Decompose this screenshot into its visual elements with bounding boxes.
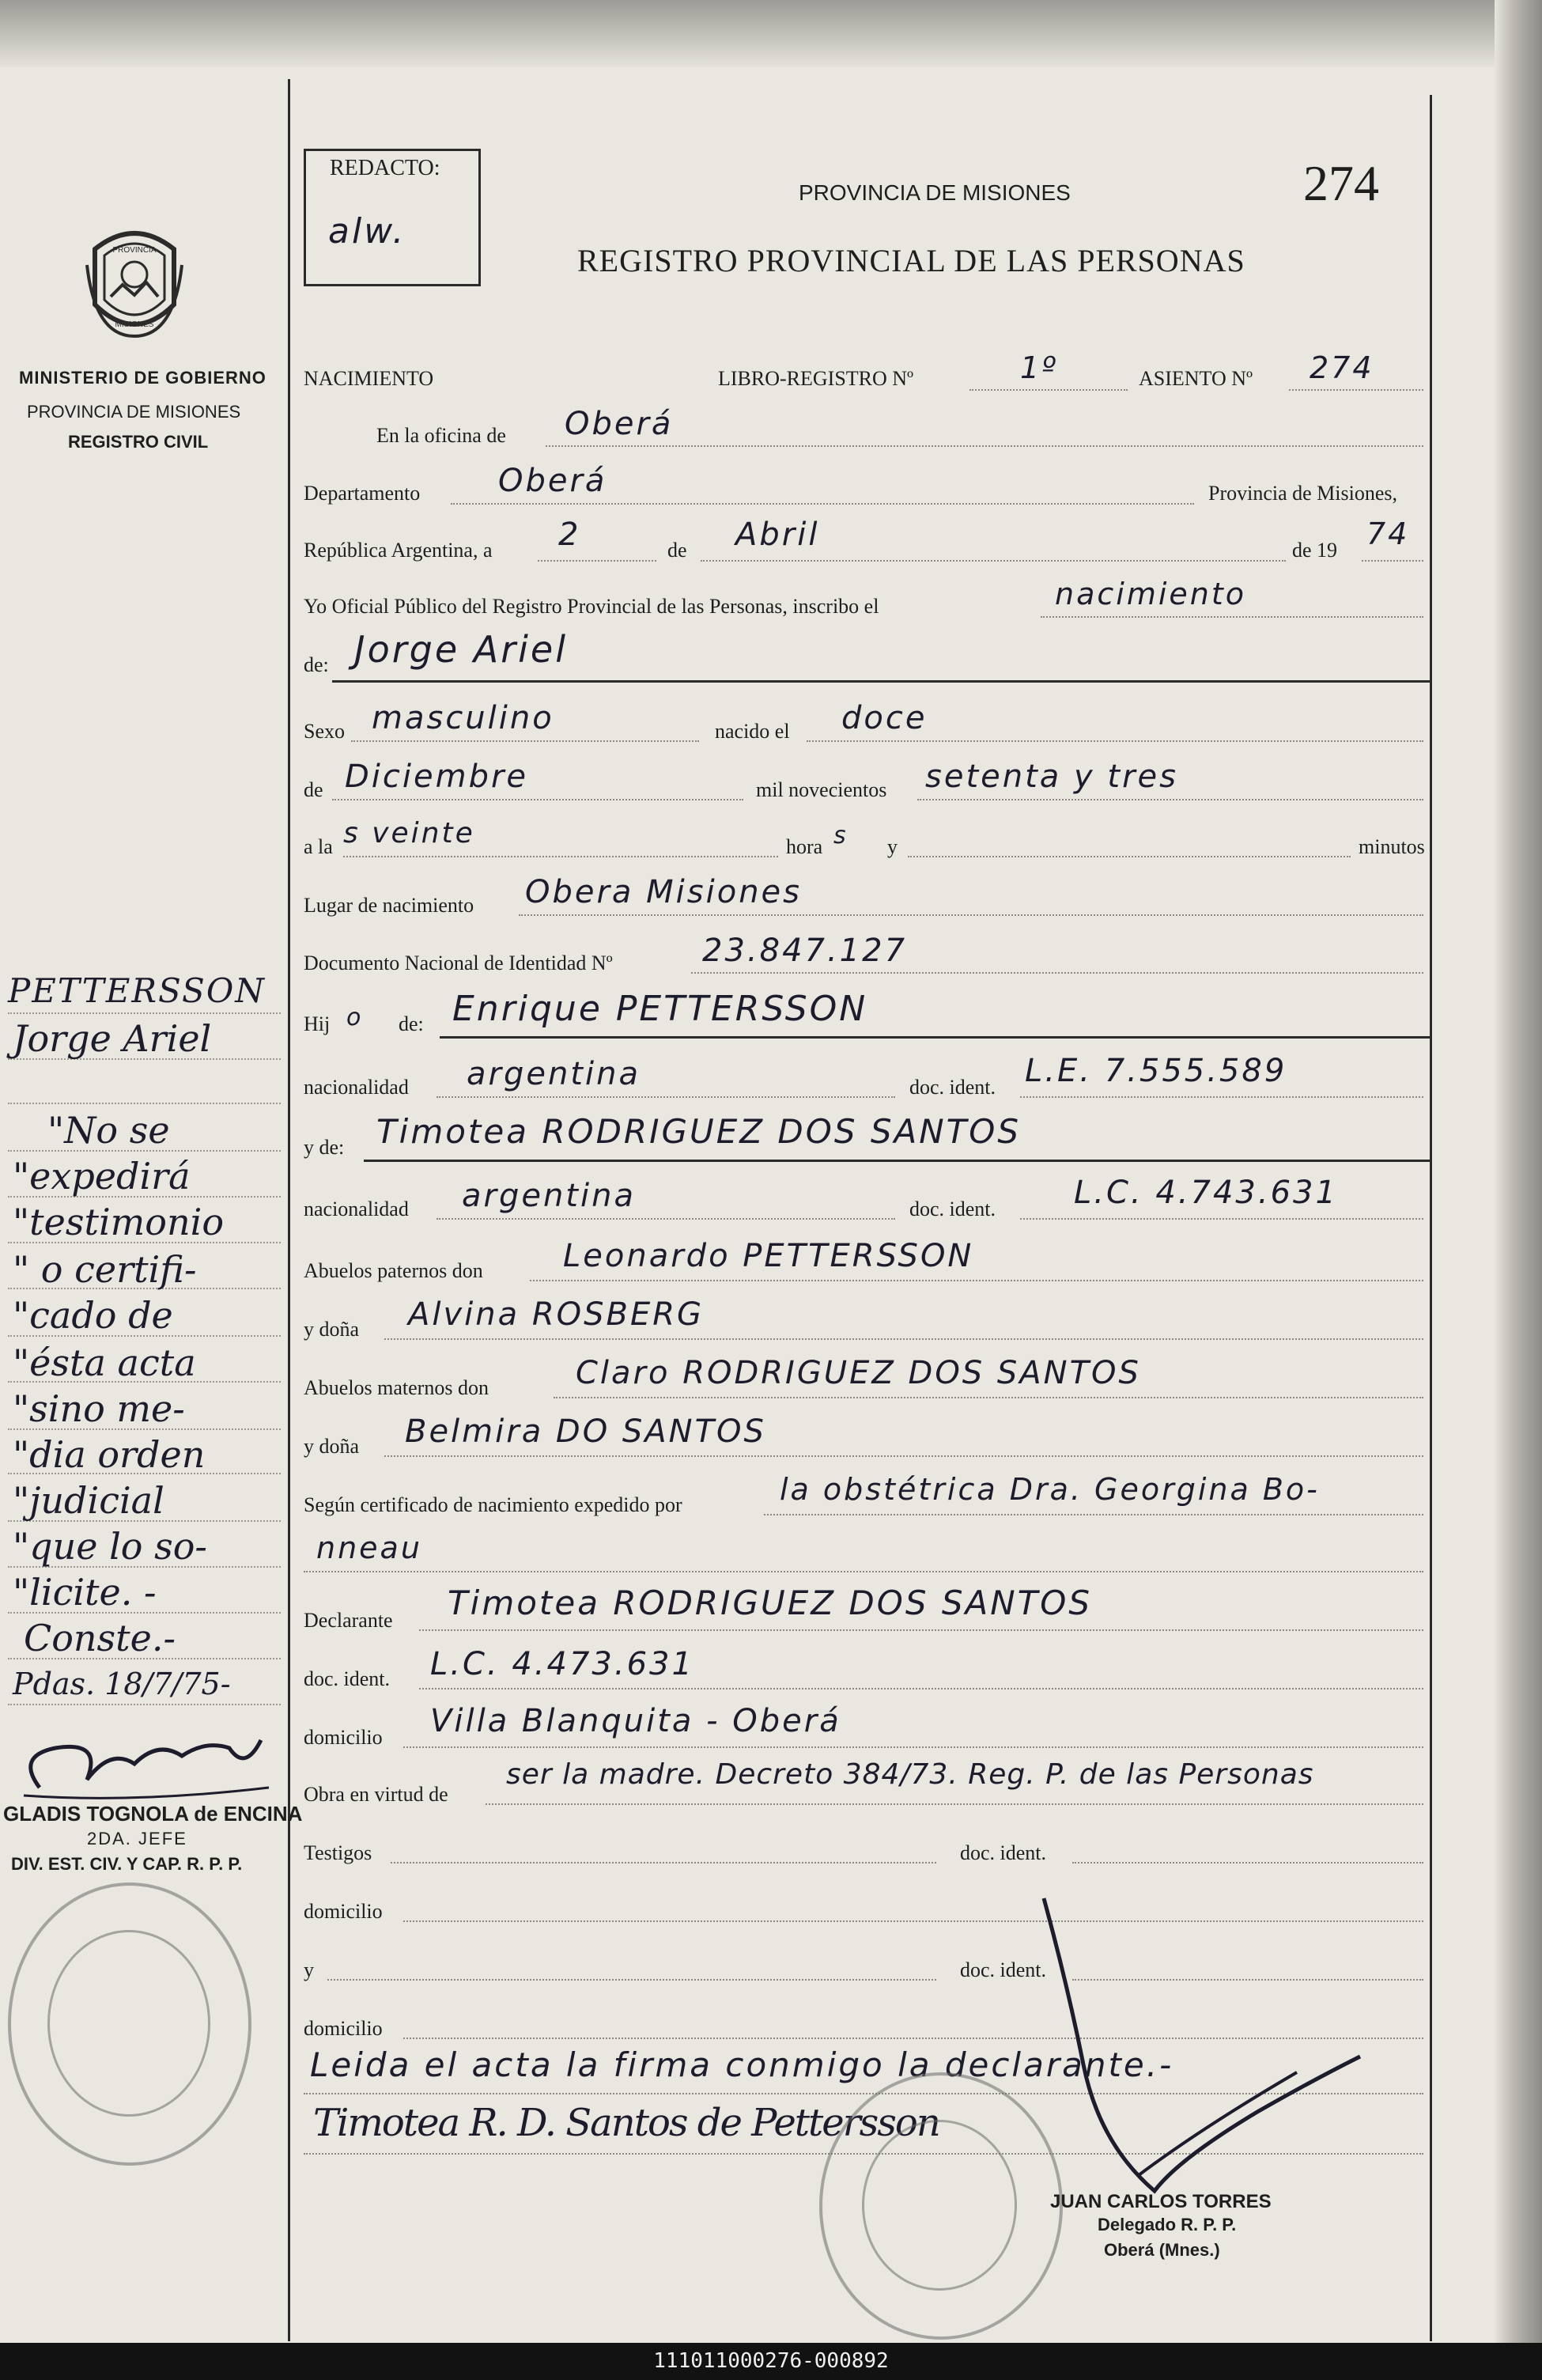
margin-note-line: "ésta acta <box>13 1341 196 1384</box>
nacimiento-label: NACIMIENTO <box>304 367 434 390</box>
anio-label: de 19 <box>1292 539 1338 562</box>
padre-doc-value: L.E. 7.555.589 <box>1025 1053 1287 1089</box>
declarante-label: Declarante <box>304 1609 393 1632</box>
margin-stamp-inner <box>47 1930 210 2117</box>
anio-nac-value: setenta y tres <box>925 759 1178 795</box>
lugar-label: Lugar de nacimiento <box>304 894 474 917</box>
hora-value: s veinte <box>343 817 475 849</box>
obra-label: Obra en virtud de <box>304 1783 448 1806</box>
margin-note-line: Conste.- <box>24 1617 176 1659</box>
margin-signer-role: 2DA. JEFE <box>87 1829 187 1848</box>
y-label: y <box>887 835 898 858</box>
certificado-value: la obstétrica Dra. Georgina Bo- <box>780 1472 1320 1507</box>
ala-label: a la <box>304 835 333 858</box>
official-name: JUAN CARLOS TORRES <box>1050 2191 1272 2212</box>
libro-value: 1º <box>1020 350 1059 385</box>
oficina-label: En la oficina de <box>376 424 506 447</box>
horas-suffix: s <box>833 822 848 849</box>
testigos-label: Testigos <box>304 1841 372 1864</box>
mil-label: mil novecientos <box>756 778 887 801</box>
republica-label: República Argentina, a <box>304 539 493 562</box>
mes-value: Abril <box>735 516 820 553</box>
redacto-box <box>304 149 481 286</box>
madre-docident-label: doc. ident. <box>909 1198 996 1220</box>
margin-note-line: PETTERSSON <box>8 971 266 1010</box>
nombre-rule <box>332 680 1430 683</box>
abuela-pat-value: Alvina ROSBERG <box>408 1296 705 1333</box>
abuelos-mat-label: Abuelos maternos don <box>304 1376 489 1399</box>
emblem-text-top: PROVINCIA <box>112 246 157 255</box>
margin-note-line: "licite. - <box>13 1571 157 1614</box>
declarante-docident-label: doc. ident. <box>304 1667 391 1690</box>
official-stamp-right-inner <box>862 2120 1017 2291</box>
ministry-line3: REGISTRO CIVIL <box>68 432 209 452</box>
hijo-label: Hij <box>304 1012 331 1035</box>
madre-nacionalidad-label: nacionalidad <box>304 1198 409 1220</box>
anio-value: 74 <box>1366 516 1410 551</box>
asiento-value: 274 <box>1310 350 1374 385</box>
margin-note-line: "judicial <box>13 1479 164 1522</box>
testigos-docident-label: doc. ident. <box>960 1841 1047 1864</box>
abuela-pat-label: y doña <box>304 1318 360 1341</box>
mes-nac-value: Diciembre <box>345 759 529 795</box>
margin-note-line: "expedirá <box>13 1155 191 1198</box>
padre-nacionalidad-label: nacionalidad <box>304 1076 409 1099</box>
dni-value: 23.847.127 <box>702 933 908 969</box>
official-place: Oberá (Mnes.) <box>1104 2240 1220 2260</box>
padre-nacionalidad-value: argentina <box>467 1056 641 1092</box>
testigos2-docident-label: doc. ident. <box>960 1958 1047 1981</box>
margin-signature <box>8 1724 277 1811</box>
lugar-value: Obera Misiones <box>525 874 803 910</box>
abuelo-pat-value: Leonardo PETTERSSON <box>563 1238 974 1274</box>
madre-rule <box>364 1160 1430 1162</box>
testigos2-domicilio-label: domicilio <box>304 2017 383 2040</box>
hijo-de-label: de: <box>399 1012 424 1035</box>
testigos-y-label: y <box>304 1958 314 1981</box>
de-label: de <box>667 539 687 562</box>
de2-label: de <box>304 778 323 801</box>
declarante-signature: Timotea R. D. Santos de Pettersson <box>313 2101 939 2145</box>
madre-nacionalidad-value: argentina <box>462 1178 636 1214</box>
sexo-label: Sexo <box>304 720 345 743</box>
padre-rule <box>440 1036 1430 1039</box>
margin-note-line: "testimonio <box>13 1201 225 1243</box>
de-nombre-label: de: <box>304 653 329 676</box>
oficina-value: Oberá <box>565 406 674 442</box>
departamento-label: Departamento <box>304 482 421 505</box>
margin-note-line: Pdas. 18/7/75- <box>13 1667 231 1701</box>
madre-doc-value: L.C. 4.743.631 <box>1074 1175 1338 1211</box>
nombre-value: Jorge Ariel <box>354 628 568 671</box>
redacto-value: alw. <box>328 211 406 252</box>
leida-value: Leida el acta la firma conmigo la declarante.- <box>310 2045 1174 2084</box>
margin-note-line: Jorge Ariel <box>13 1017 212 1060</box>
certificado-value2: nneau <box>316 1531 422 1565</box>
inscribo-value: nacimiento <box>1055 577 1247 611</box>
inscribo-label: Yo Oficial Público del Registro Provincial de las Personas, inscribo el <box>304 595 879 618</box>
domicilio-label: domicilio <box>304 1726 383 1749</box>
abuela-mat-label: y doña <box>304 1435 360 1458</box>
registry-title: REGISTRO PROVINCIAL DE LAS PERSONAS <box>577 243 1245 278</box>
abuela-mat-value: Belmira DO SANTOS <box>405 1413 766 1450</box>
page-stack-edge <box>1495 0 1542 2343</box>
hijo-suffix: o <box>346 1004 364 1031</box>
margin-note-line: "que lo so- <box>13 1525 207 1568</box>
margin-signer-dept: DIV. EST. CIV. Y CAP. R. P. P. <box>11 1854 243 1874</box>
province-title: PROVINCIA DE MISIONES <box>799 180 1071 205</box>
official-role: Delegado R. P. P. <box>1098 2215 1237 2234</box>
margin-note-line: "cado de <box>13 1294 173 1337</box>
horas-label: hora <box>786 835 823 858</box>
testigos-domicilio-label: domicilio <box>304 1900 383 1923</box>
domicilio-value: Villa Blanquita - Oberá <box>430 1703 841 1739</box>
abuelo-mat-value: Claro RODRIGUEZ DOS SANTOS <box>576 1355 1141 1391</box>
archive-code: 111011000276-000892 <box>0 2343 1542 2380</box>
page-shadow-top <box>0 0 1542 67</box>
nacido-value: doce <box>841 700 928 736</box>
minutos-label: minutos <box>1359 835 1425 858</box>
redacto-label: REDACTO: <box>330 156 440 180</box>
ministry-line1: MINISTERIO DE GOBIERNO <box>19 368 266 388</box>
declarante-value: Timotea RODRIGUEZ DOS SANTOS <box>448 1584 1093 1622</box>
declarante-doc-value: L.C. 4.473.631 <box>430 1646 694 1682</box>
margin-signer-name: GLADIS TOGNOLA de ENCINA <box>3 1802 303 1826</box>
y-de-label: y de: <box>304 1136 345 1159</box>
abuelos-pat-label: Abuelos paternos don <box>304 1259 483 1282</box>
page-number: 274 <box>1303 155 1379 211</box>
left-margin-rule <box>288 79 290 2341</box>
certificado-label: Según certificado de nacimiento expedido por <box>304 1493 682 1516</box>
provincia-suffix: Provincia de Misiones, <box>1208 482 1398 505</box>
margin-note-line: "No se <box>47 1109 170 1152</box>
margin-note-line: " o certifi- <box>13 1248 197 1291</box>
libro-label: LIBRO-REGISTRO Nº <box>718 367 914 390</box>
margin-note-line: "dia orden <box>13 1433 206 1476</box>
ministry-line2: PROVINCIA DE MISIONES <box>27 402 241 422</box>
madre-value: Timotea RODRIGUEZ DOS SANTOS <box>376 1112 1022 1151</box>
margin-note-line: "sino me- <box>13 1387 185 1430</box>
nacido-label: nacido el <box>715 720 790 743</box>
departamento-value: Oberá <box>498 463 607 499</box>
padre-value: Enrique PETTERSSON <box>452 989 868 1029</box>
asiento-label: ASIENTO Nº <box>1139 367 1253 390</box>
obra-value: ser la madre. Decreto 384/73. Reg. P. de las Personas <box>506 1758 1314 1791</box>
sexo-value: masculino <box>372 700 554 736</box>
right-margin-rule <box>1430 95 1432 2341</box>
emblem-text-bottom: MISIONES <box>115 320 154 329</box>
official-signature-stroke <box>996 1890 1376 2223</box>
province-emblem <box>79 218 190 344</box>
dia-value: 2 <box>558 516 581 553</box>
padre-docident-label: doc. ident. <box>909 1076 996 1099</box>
dni-label: Documento Nacional de Identidad Nº <box>304 952 613 974</box>
